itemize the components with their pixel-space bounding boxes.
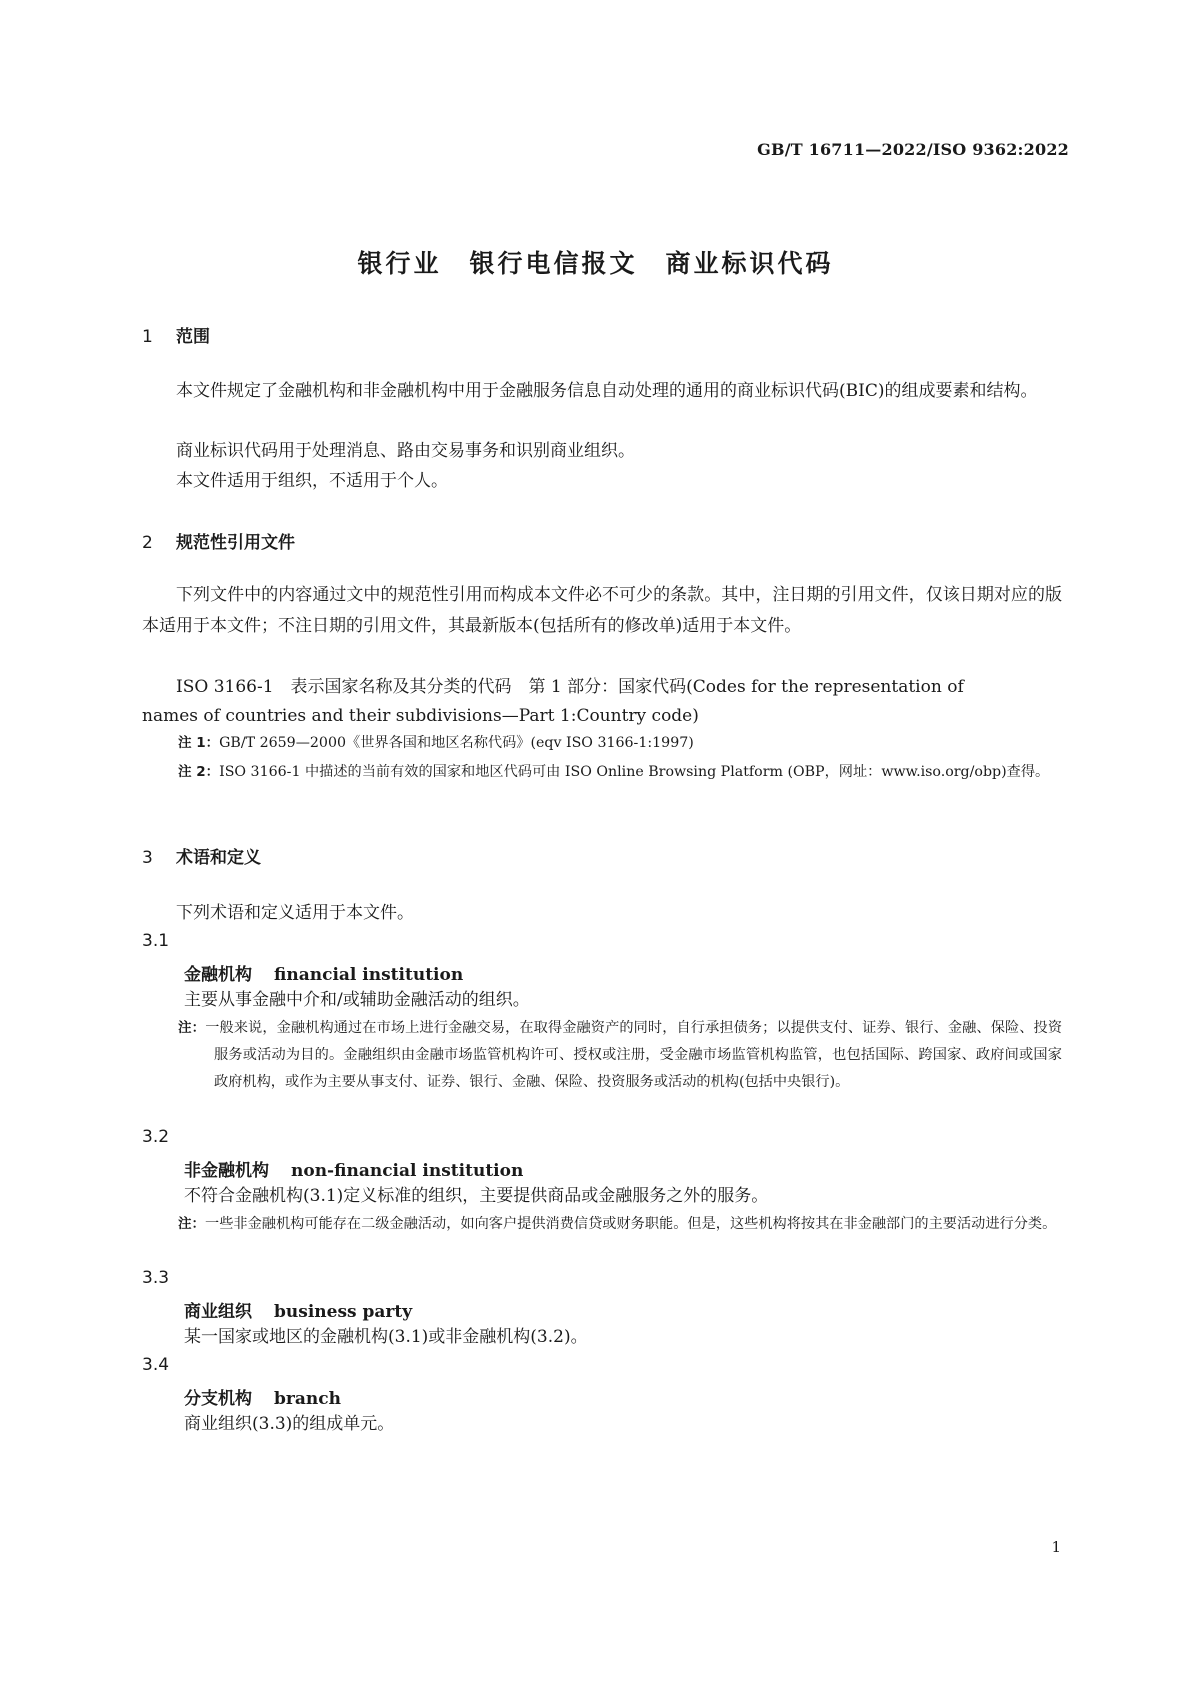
term-number: 3.4 [142, 1355, 170, 1375]
section-number: 2 [142, 533, 153, 553]
section-number: 3 [142, 848, 153, 868]
scope-paragraph-1: 本文件规定了金融机构和非金融机构中用于金融服务信息自动处理的通用的商业标识代码(BIC)的组成要素和结构。 [176, 381, 1038, 401]
scope-paragraph-2: 商业标识代码用于处理消息、路由交易事务和识别商业组织。 [176, 441, 635, 461]
section-2-heading [142, 528, 295, 553]
term-definition: 不符合金融机构(3.1)定义标准的组织，主要提供商品或金融服务之外的服务。 [184, 1186, 769, 1206]
term-note [178, 1015, 1062, 1096]
note-text: 一般来说，金融机构通过在市场上进行金融交易，在取得金融资产的同时，自行承担债务；以提供支付、证券、银行、金融、保险、投资服务或活动为目的。金融组织由金融市场监管机构许可、授权或注册，受金融市场监管机构监管，也包括国际、跨国家、政府间或国家政府机构，或作为主要从事支付、证券、银行、金融、保险、投资服务或活动的机构(包括中央银行)。 [205, 1020, 1063, 1090]
page-number: 1 [1051, 1538, 1061, 1556]
term-number: 3.1 [142, 931, 170, 951]
section-title: 范围 [176, 327, 210, 347]
term-chinese: 分支机构 [184, 1389, 252, 1409]
section-number: 1 [142, 327, 153, 347]
term-english: financial institution [274, 965, 464, 985]
term-chinese: 非金融机构 [184, 1161, 269, 1181]
note-label: 注： [178, 1216, 205, 1232]
term-english: business party [274, 1302, 413, 1322]
normative-references-paragraph: 下列文件中的内容通过文中的规范性引用而构成本文件必不可少的条款。其中，注日期的引用文件，仅该日期对应的版本适用于本文件；不注日期的引用文件，其最新版本(包括所有的修改单)适用于本文件。 [142, 585, 1062, 636]
note-1 [178, 730, 1062, 757]
note-label: 注 2： [178, 764, 220, 780]
term-name [184, 960, 463, 985]
term-number: 3.3 [142, 1268, 170, 1288]
term-definition: 某一国家或地区的金融机构(3.1)或非金融机构(3.2)。 [184, 1327, 588, 1347]
note-text: GB/T 2659—2000《世界各国和地区名称代码》(eqv ISO 3166-1:1997) [219, 735, 694, 751]
term-chinese: 金融机构 [184, 965, 252, 985]
term-english: branch [274, 1389, 341, 1409]
term-name [184, 1384, 341, 1409]
note-label: 注 1： [178, 735, 220, 751]
note-text: 一些非金融机构可能存在二级金融活动，如向客户提供消费信贷或财务职能。但是，这些机构将按其在非金融部门的主要活动进行分类。 [205, 1216, 1057, 1232]
term-definition: 商业组织(3.3)的组成单元。 [184, 1414, 395, 1434]
term-name [184, 1297, 412, 1322]
note-text: ISO 3166-1 中描述的当前有效的国家和地区代码可由 ISO Online Browsing Platform (OBP，网址：www.iso.org/obp)查得。 [219, 764, 1050, 780]
section-3-heading [142, 843, 261, 868]
term-chinese: 商业组织 [184, 1302, 252, 1322]
standard-number: GB/T 16711—2022/ISO 9362:2022 [757, 140, 1069, 159]
section-title: 规范性引用文件 [176, 533, 295, 553]
reference-iso3166-line-1: ISO 3166-1 表示国家名称及其分类的代码 第 1 部分：国家代码(Codes for the representation of [176, 677, 964, 697]
term-number: 3.2 [142, 1127, 170, 1147]
section-title: 术语和定义 [176, 848, 261, 868]
document-title: 银行业 银行电信报文 商业标识代码 [357, 249, 834, 278]
note-label: 注： [178, 1020, 206, 1036]
term-note [178, 1211, 1062, 1238]
section-1-heading [142, 322, 210, 347]
note-2 [178, 759, 1062, 786]
term-name [184, 1156, 523, 1181]
terms-intro: 下列术语和定义适用于本文件。 [176, 903, 414, 923]
term-english: non-financial institution [291, 1161, 524, 1181]
scope-paragraph-3: 本文件适用于组织，不适用于个人。 [176, 471, 448, 491]
term-definition: 主要从事金融中介和/或辅助金融活动的组织。 [184, 990, 530, 1010]
reference-iso3166-line-2: names of countries and their subdivisions—Part 1:Country code) [142, 706, 699, 726]
